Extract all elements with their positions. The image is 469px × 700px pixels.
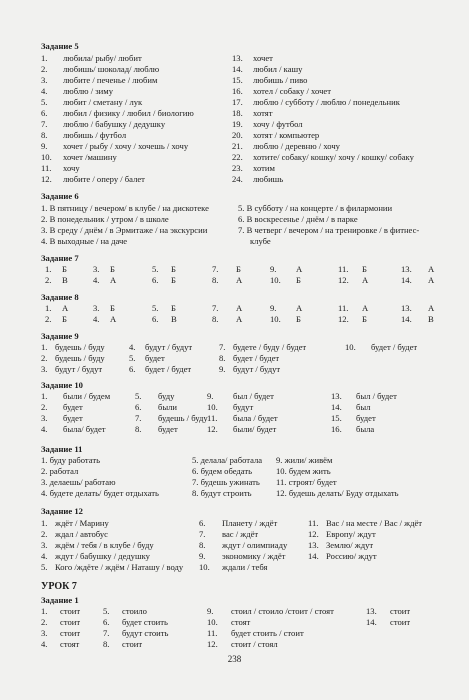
answer-text: клубе xyxy=(250,236,271,246)
answer-letter: Б xyxy=(171,303,176,313)
answer-text: 3. делаешь/ работаю xyxy=(41,477,116,487)
item-number: 12. xyxy=(207,424,218,434)
exercise-12-row xyxy=(0,529,469,540)
answer-letter: Б xyxy=(362,264,367,274)
answer-text: люблю / зиму xyxy=(63,86,113,96)
answer-text: будешь / буду xyxy=(55,353,105,363)
answer-text: будет xyxy=(356,413,376,423)
answer-text: экономику / ждёт xyxy=(222,551,286,561)
item-number: 2. xyxy=(41,617,48,627)
lesson-7-row xyxy=(0,639,469,650)
exercise-10-row xyxy=(0,402,469,413)
answer-text: люблю / бабушку / дедушку xyxy=(63,119,166,129)
item-number: 8. xyxy=(212,275,219,285)
answer-text: 10. будем жить xyxy=(276,466,331,476)
item-number: 1. xyxy=(41,342,48,352)
answer-letter: А xyxy=(362,303,369,313)
item-number: 20. xyxy=(232,130,243,140)
item-number: 13. xyxy=(401,303,412,313)
exercise-12-row xyxy=(0,551,469,562)
item-number: 4. xyxy=(41,551,48,561)
item-number: 11. xyxy=(207,628,218,638)
item-number: 4. xyxy=(41,86,48,96)
answer-text: любите / печенье / любим xyxy=(63,75,158,85)
answer-text: хотел / собаку / хочет xyxy=(253,86,331,96)
answer-text: были/ будет xyxy=(233,424,277,434)
answer-text: стоит xyxy=(390,606,411,616)
answer-text: стоит xyxy=(122,639,143,649)
item-number: 4. xyxy=(93,314,100,324)
exercise-10-row xyxy=(0,424,469,435)
item-number: 11. xyxy=(41,163,52,173)
answer-text: хотим xyxy=(253,163,275,173)
item-number: 5. xyxy=(152,303,159,313)
item-number: 6. xyxy=(41,108,48,118)
answer-text: был / будет xyxy=(233,391,274,401)
answer-text: будут xyxy=(233,402,254,412)
answer-letter: А xyxy=(362,275,369,285)
answer-text: 8. будут строить xyxy=(192,488,252,498)
answer-text: Землю/ ждут xyxy=(326,540,374,550)
answer-text: Россию/ ждут xyxy=(326,551,377,561)
answer-letter: Б xyxy=(171,275,176,285)
answer-text: будут / будут xyxy=(55,364,103,374)
item-number: 15. xyxy=(232,75,243,85)
answer-text: любит / сметану / лук xyxy=(63,97,143,107)
answer-text: Кого /ждёте / ждём / Наташу / воду xyxy=(55,562,184,572)
item-number: 16. xyxy=(232,86,243,96)
answer-letter: А xyxy=(110,314,117,324)
item-number: 2. xyxy=(41,64,48,74)
answer-text: будет стоить / стоит xyxy=(231,628,304,638)
answer-letter: А xyxy=(236,314,243,324)
item-number: 15. xyxy=(331,413,342,423)
item-number: 8. xyxy=(41,130,48,140)
item-number: 3. xyxy=(93,303,100,313)
exercise-5-row xyxy=(0,174,469,185)
item-number: 6. xyxy=(103,617,110,627)
item-number: 5. xyxy=(41,97,48,107)
answer-text: был / будет xyxy=(356,391,397,401)
answer-text: 5. делала/ работала xyxy=(192,455,263,465)
answer-text: ждали / тебя xyxy=(222,562,268,572)
exercise-5-row xyxy=(0,64,469,75)
item-number: 16. xyxy=(331,424,342,434)
exercise-10-title: Задание 10 xyxy=(41,380,83,390)
answer-text: Европу/ ждут xyxy=(326,529,376,539)
item-number: 14. xyxy=(308,551,319,561)
answer-text: хотите/ собаку/ кошку/ хочу / кошку/ собаку xyxy=(253,152,414,162)
item-number: 5. xyxy=(129,353,136,363)
answer-text: стоят xyxy=(231,617,251,627)
item-number: 3. xyxy=(41,628,48,638)
exercise-10-row xyxy=(0,413,469,424)
exercise-11-row xyxy=(0,455,469,466)
exercise-9-row xyxy=(0,342,469,353)
answer-letter: В xyxy=(171,314,177,324)
answer-text: Вас / на месте / Вас / ждёт xyxy=(326,518,423,528)
answer-text: любишь xyxy=(253,174,284,184)
item-number: 10. xyxy=(270,275,281,285)
item-number: 3. xyxy=(41,364,48,374)
answer-letter: А xyxy=(62,303,69,313)
answer-text: 3. В среду / днём / в Эрмитаже / на экскурсии xyxy=(41,225,208,235)
answer-letter: Б xyxy=(362,314,367,324)
item-number: 8. xyxy=(212,314,219,324)
answer-letter: А xyxy=(110,275,117,285)
answer-text: 7. В четверг / вечером / на тренировке / в фитнес- xyxy=(238,225,420,235)
page-number: 238 xyxy=(227,654,242,664)
item-number: 3. xyxy=(41,413,48,423)
answer-text: была / будет xyxy=(233,413,278,423)
exercise-9-title: Задание 9 xyxy=(41,331,79,341)
answer-text: любишь / футбол xyxy=(63,130,127,140)
answer-letter: А xyxy=(296,264,303,274)
answer-text: хотят / компьютер xyxy=(253,130,320,140)
item-number: 6. xyxy=(129,364,136,374)
item-number: 1. xyxy=(45,303,52,313)
item-number: 9. xyxy=(199,551,206,561)
answer-letter: Б xyxy=(171,264,176,274)
item-number: 13. xyxy=(366,606,377,616)
answer-text: будешь / буду xyxy=(158,413,208,423)
item-number: 12. xyxy=(207,639,218,649)
item-number: 10. xyxy=(207,402,218,412)
answer-text: любил / физику / любил / биологию xyxy=(63,108,194,118)
answer-letter: Б xyxy=(62,314,67,324)
exercise-11-title: Задание 11 xyxy=(41,444,83,454)
item-number: 23. xyxy=(232,163,243,173)
item-number: 7. xyxy=(212,303,219,313)
exercise-6-row xyxy=(0,203,469,214)
item-number: 14. xyxy=(366,617,377,627)
answer-text: 6. будем обедать xyxy=(192,466,253,476)
exercise-5-row xyxy=(0,86,469,97)
item-number: 2. xyxy=(45,275,52,285)
answer-text: будет / будет xyxy=(233,353,280,363)
item-number: 13. xyxy=(308,540,319,550)
answer-letter: Б xyxy=(296,314,301,324)
answer-text: будут / будут xyxy=(233,364,281,374)
item-number: 5. xyxy=(152,264,159,274)
item-number: 8. xyxy=(103,639,110,649)
answer-text: 11. строят/ будет xyxy=(276,477,337,487)
item-number: 4. xyxy=(41,424,48,434)
item-number: 9. xyxy=(219,364,226,374)
answer-text: будут стоить xyxy=(122,628,169,638)
answer-text: любите / оперу / балет xyxy=(63,174,145,184)
item-number: 19. xyxy=(232,119,243,129)
answer-text: стоит xyxy=(60,617,81,627)
item-number: 10. xyxy=(207,617,218,627)
answer-letter: А xyxy=(428,303,435,313)
answer-text: 2. работал xyxy=(41,466,79,476)
item-number: 6. xyxy=(152,314,159,324)
answer-text: будет xyxy=(158,424,178,434)
answer-text: хочу xyxy=(63,163,80,173)
answer-text: хочет xyxy=(253,53,273,63)
answer-text: 12. будешь делать/ Буду отдыхать xyxy=(276,488,399,498)
z7-row xyxy=(0,275,469,286)
answer-letter: А xyxy=(236,275,243,285)
exercise-5-title: Задание 5 xyxy=(41,41,79,51)
answer-text: люблю / деревню / хочу xyxy=(253,141,340,151)
answer-letter: Б xyxy=(236,264,241,274)
answer-letter: Б xyxy=(296,275,301,285)
item-number: 9. xyxy=(270,264,277,274)
item-number: 3. xyxy=(41,540,48,550)
item-number: 7. xyxy=(219,342,226,352)
answer-text: стоит xyxy=(60,628,81,638)
item-number: 3. xyxy=(93,264,100,274)
item-number: 5. xyxy=(103,606,110,616)
lesson-7-row xyxy=(0,617,469,628)
item-number: 2. xyxy=(41,353,48,363)
item-number: 7. xyxy=(41,119,48,129)
answer-text: была/ будет xyxy=(63,424,106,434)
item-number: 4. xyxy=(93,275,100,285)
exercise-6-title: Задание 6 xyxy=(41,191,79,201)
item-number: 10. xyxy=(270,314,281,324)
answer-letter: А xyxy=(428,264,435,274)
exercise-5-row xyxy=(0,141,469,152)
answer-text: хочу / футбол xyxy=(253,119,303,129)
item-number: 12. xyxy=(338,275,349,285)
item-number: 11. xyxy=(207,413,218,423)
answer-text: 1. буду работать xyxy=(41,455,101,465)
exercise-11-row xyxy=(0,466,469,477)
answer-text: стоило xyxy=(122,606,147,616)
item-number: 1. xyxy=(41,391,48,401)
item-number: 7. xyxy=(103,628,110,638)
item-number: 11. xyxy=(338,303,349,313)
exercise-5-row xyxy=(0,163,469,174)
item-number: 14. xyxy=(401,314,412,324)
exercise-12-row xyxy=(0,518,469,529)
item-number: 5. xyxy=(135,391,142,401)
z8-row xyxy=(0,314,469,325)
answer-text: будет xyxy=(63,402,83,412)
answer-text: будешь / буду xyxy=(55,342,105,352)
item-number: 14. xyxy=(232,64,243,74)
item-number: 4. xyxy=(41,639,48,649)
answer-text: буду xyxy=(158,391,175,401)
exercise-5-row xyxy=(0,119,469,130)
item-number: 9. xyxy=(207,606,214,616)
exercise-12-row xyxy=(0,562,469,573)
item-number: 1. xyxy=(41,606,48,616)
exercise-11-row xyxy=(0,477,469,488)
answer-text: был xyxy=(356,402,371,412)
answer-letter: Б xyxy=(110,303,115,313)
answer-letter: Б xyxy=(62,264,67,274)
answer-text: ждём / тебя / в клубе / буду xyxy=(55,540,154,550)
item-number: 6. xyxy=(135,402,142,412)
item-number: 13. xyxy=(401,264,412,274)
answer-text: любишь / пиво xyxy=(253,75,308,85)
answer-text: люблю / субботу / люблю / понедельник xyxy=(253,97,400,107)
exercise-7-title: Задание 7 xyxy=(41,253,79,263)
item-number: 2. xyxy=(41,402,48,412)
answer-text: ждут / олимпиаду xyxy=(222,540,288,550)
answer-text: ждал / автобус xyxy=(55,529,108,539)
answer-text: ждут / бабушку / дедушку xyxy=(55,551,150,561)
item-number: 8. xyxy=(135,424,142,434)
item-number: 1. xyxy=(45,264,52,274)
item-number: 13. xyxy=(331,391,342,401)
exercise-5-row xyxy=(0,108,469,119)
answer-text: будут / будут xyxy=(145,342,193,352)
item-number: 10. xyxy=(41,152,52,162)
answer-text: стоит xyxy=(390,617,411,627)
lesson-7-row xyxy=(0,606,469,617)
exercise-12-row xyxy=(0,540,469,551)
z7-row xyxy=(0,264,469,275)
item-number: 24. xyxy=(232,174,243,184)
answer-text: 6. В воскресенье / днём / в парке xyxy=(238,214,358,224)
answer-letter: А xyxy=(428,275,435,285)
answer-text: 1. В пятницу / вечером/ в клубе / на дискотеке xyxy=(41,203,209,213)
answer-letter: В xyxy=(428,314,434,324)
answer-text: ждёт / Марину xyxy=(55,518,109,528)
item-number: 1. xyxy=(41,53,48,63)
answer-text: стоит xyxy=(60,606,81,616)
item-number: 14. xyxy=(331,402,342,412)
lesson-7-row xyxy=(0,628,469,639)
exercise-5-row xyxy=(0,53,469,64)
answer-text: Планету / ждёт xyxy=(222,518,278,528)
answer-text: 9. жили/ живём xyxy=(276,455,333,465)
item-number: 7. xyxy=(135,413,142,423)
item-number: 12. xyxy=(308,529,319,539)
item-number: 7. xyxy=(199,529,206,539)
answer-text: будет xyxy=(145,353,165,363)
item-number: 21. xyxy=(232,141,243,151)
answer-text: хотят xyxy=(253,108,273,118)
exercise-9-row xyxy=(0,364,469,375)
answer-text: любил / кашу xyxy=(253,64,303,74)
item-number: 8. xyxy=(219,353,226,363)
answer-text: стоит / стоял xyxy=(231,639,278,649)
answer-text: были xyxy=(158,402,178,412)
answer-text: 2. В понедельник / утром / в школе xyxy=(41,214,169,224)
item-number: 3. xyxy=(41,75,48,85)
exercise-8-title: Задание 8 xyxy=(41,292,79,302)
exercise-9-row xyxy=(0,353,469,364)
z8-row xyxy=(0,303,469,314)
item-number: 17. xyxy=(232,97,243,107)
answer-letter: А xyxy=(296,303,303,313)
item-number: 2. xyxy=(41,529,48,539)
item-number: 2. xyxy=(45,314,52,324)
exercise-5-row xyxy=(0,97,469,108)
answer-text: вас / ждёт xyxy=(222,529,259,539)
answer-text: хочет /машину xyxy=(63,152,117,162)
answer-text: любила/ рыбу/ любит xyxy=(63,53,142,63)
answer-text: 7. будешь ужинать xyxy=(192,477,260,487)
answer-text: 5. В субботу / на концерте / в филармонии xyxy=(238,203,393,213)
exercise-12-title: Задание 12 xyxy=(41,506,83,516)
item-number: 1. xyxy=(41,518,48,528)
item-number: 14. xyxy=(401,275,412,285)
item-number: 7. xyxy=(212,264,219,274)
item-number: 18. xyxy=(232,108,243,118)
exercise-11-row xyxy=(0,488,469,499)
exercise-6-row xyxy=(0,214,469,225)
answer-text: 4. В выходные / на даче xyxy=(41,236,128,246)
answer-text: стоят xyxy=(60,639,80,649)
item-number: 22. xyxy=(232,152,243,162)
answer-text: будет / будет xyxy=(145,364,192,374)
item-number: 4. xyxy=(129,342,136,352)
answer-text: 4. будете делать/ будет отдыхать xyxy=(41,488,159,498)
answer-text: будете / буду / будет xyxy=(233,342,307,352)
item-number: 11. xyxy=(338,264,349,274)
answer-text: стоил / стоило /стоит / стоят xyxy=(231,606,334,616)
item-number: 9. xyxy=(270,303,277,313)
lesson-7-exercise-1-title: Задание 1 xyxy=(41,595,79,605)
item-number: 12. xyxy=(338,314,349,324)
answer-letter: В xyxy=(62,275,68,285)
exercise-5-row xyxy=(0,152,469,163)
answer-text: будет стоить xyxy=(122,617,168,627)
item-number: 6. xyxy=(199,518,206,528)
item-number: 9. xyxy=(41,141,48,151)
exercise-10-row xyxy=(0,391,469,402)
answer-text: хочет / рыбу / хочу / хочешь / хочу xyxy=(63,141,189,151)
item-number: 9. xyxy=(207,391,214,401)
item-number: 12. xyxy=(41,174,52,184)
answer-text: будет / будет xyxy=(371,342,418,352)
item-number: 13. xyxy=(232,53,243,63)
answer-letter: А xyxy=(236,303,243,313)
answer-letter: Б xyxy=(110,264,115,274)
item-number: 11. xyxy=(308,518,319,528)
item-number: 6. xyxy=(152,275,159,285)
item-number: 5. xyxy=(41,562,48,572)
item-number: 10. xyxy=(199,562,210,572)
item-number: 8. xyxy=(199,540,206,550)
answer-text: была xyxy=(356,424,375,434)
lesson-7-title: УРОК 7 xyxy=(41,581,77,592)
answer-text: были / будем xyxy=(63,391,111,401)
item-number: 10. xyxy=(345,342,356,352)
exercise-6-row xyxy=(0,236,469,247)
exercise-5-row xyxy=(0,75,469,86)
exercise-5-row xyxy=(0,130,469,141)
answer-text: будет xyxy=(63,413,83,423)
exercise-6-row xyxy=(0,225,469,236)
answer-text: любишь/ шоколад/ люблю xyxy=(63,64,160,74)
